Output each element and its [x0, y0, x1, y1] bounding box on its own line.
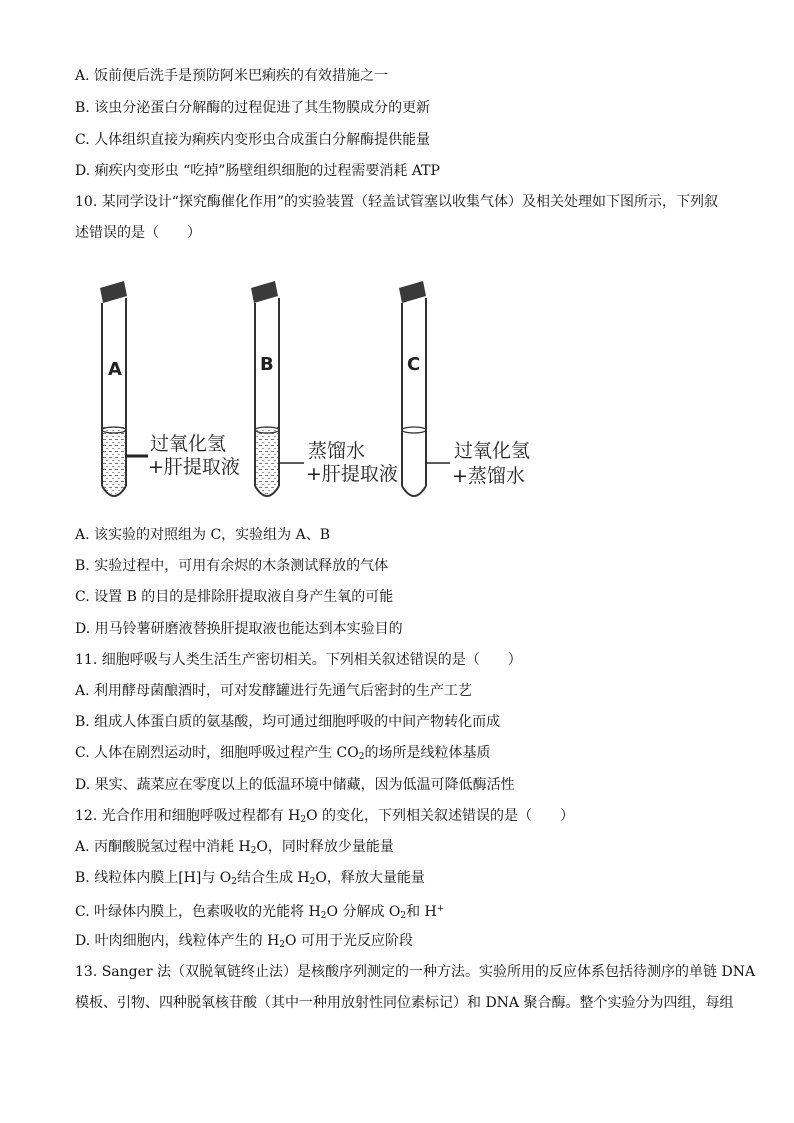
q13-line2: 模板、引物、四种脱氧核苷酸（其中一种用放射性同位素标记）和 DNA 聚合酶。整个实验分为四组，每组: [75, 995, 734, 1011]
tube-b: [251, 281, 304, 496]
tube-c: [399, 281, 450, 496]
tube-a: [100, 281, 148, 496]
q10-option-d: D. 用马铃薯研磨液替换肝提取液也能达到本实验目的: [75, 621, 403, 637]
q12-option-b: B. 线粒体内膜上[H]与 $O_2$结合生成 $H_2O$，释放大量能量: [75, 870, 425, 887]
q11-option-b: B. 组成人体蛋白质的氨基酸，均可通过细胞呼吸的中间产物转化而成: [75, 714, 501, 730]
q11-option-d: D. 果实、蔬菜应在零度以上的低温环境中储藏，因为低温可降低酶活性: [75, 777, 515, 793]
q11-stem: 11. 细胞呼吸与人类生活生产密切相关。下列相关叙述错误的是（ ）: [75, 652, 522, 668]
tube-c-label-line1: 过氧化氢: [454, 440, 531, 462]
q10-option-c: C. 设置 B 的目的是排除肝提取液自身产生氧的可能: [75, 589, 394, 605]
tube-a-label-line1: 过氧化氢: [150, 433, 227, 455]
tube-a-label-line2: +肝提取液: [148, 456, 240, 478]
q10-option-b: B. 实验过程中，可用有余烬的木条测试释放的气体: [75, 558, 389, 574]
test-tube-figure: [90, 276, 550, 508]
q9-option-b: B. 该虫分泌蛋白分解酶的过程促进了其生物膜成分的更新: [75, 100, 431, 116]
tube-c-label-line2: +蒸馏水: [452, 465, 525, 487]
q9-option-c: C. 人体组织直接为痢疾内变形虫合成蛋白分解酶提供能量: [75, 132, 431, 148]
q12-option-a: A. 丙酮酸脱氢过程中消耗 $H_2O$，同时释放少量能量: [75, 839, 394, 856]
tube-b-letter: B: [260, 354, 274, 375]
q10-stem-line2: 述错误的是（ ）: [75, 225, 201, 241]
tube-a-letter: A: [108, 359, 122, 380]
q11-option-a: A. 利用酵母菌酿酒时，可对发酵罐进行先通气后密封的生产工艺: [75, 683, 473, 699]
q12-option-c: C. 叶绿体内膜上，色素吸收的光能将 $H_2O$ 分解成 $O_2$和 H+: [75, 904, 445, 921]
tube-c-letter: C: [407, 354, 421, 375]
tube-b-label-line1: 蒸馏水: [308, 440, 366, 462]
tube-b-label-line2: +肝提取液: [306, 463, 398, 485]
q10-stem-line1: 10. 某同学设计“探究酶催化作用”的实验装置（轻盖试管塞以收集气体）及相关处理如下图所示，下列叙: [75, 194, 719, 210]
q11-option-c: C. 人体在剧烈运动时，细胞呼吸过程产生 $CO_2$的场所是线粒体基质: [75, 745, 491, 762]
q10-option-a: A. 该实验的对照组为 C，实验组为 A、B: [75, 527, 331, 543]
q12-option-d: D. 叶肉细胞内，线粒体产生的 $H_2O$ 可用于光反应阶段: [75, 933, 413, 950]
q9-option-d: D. 痢疾内变形虫 “吃掉”肠壁组织细胞的过程需要消耗 ATP: [75, 163, 440, 179]
q12-stem: 12. 光合作用和细胞呼吸过程都有 $H_2O$ 的变化，下列相关叙述错误的是（ ）: [75, 808, 575, 825]
q9-option-a: A. 饭前便后洗手是预防阿米巴痢疾的有效措施之一: [75, 68, 389, 84]
q13-line1: 13. Sanger 法（双脱氧链终止法）是核酸序列测定的一种方法。实验所用的反应体系包括待测序的单链 DNA: [75, 964, 756, 980]
